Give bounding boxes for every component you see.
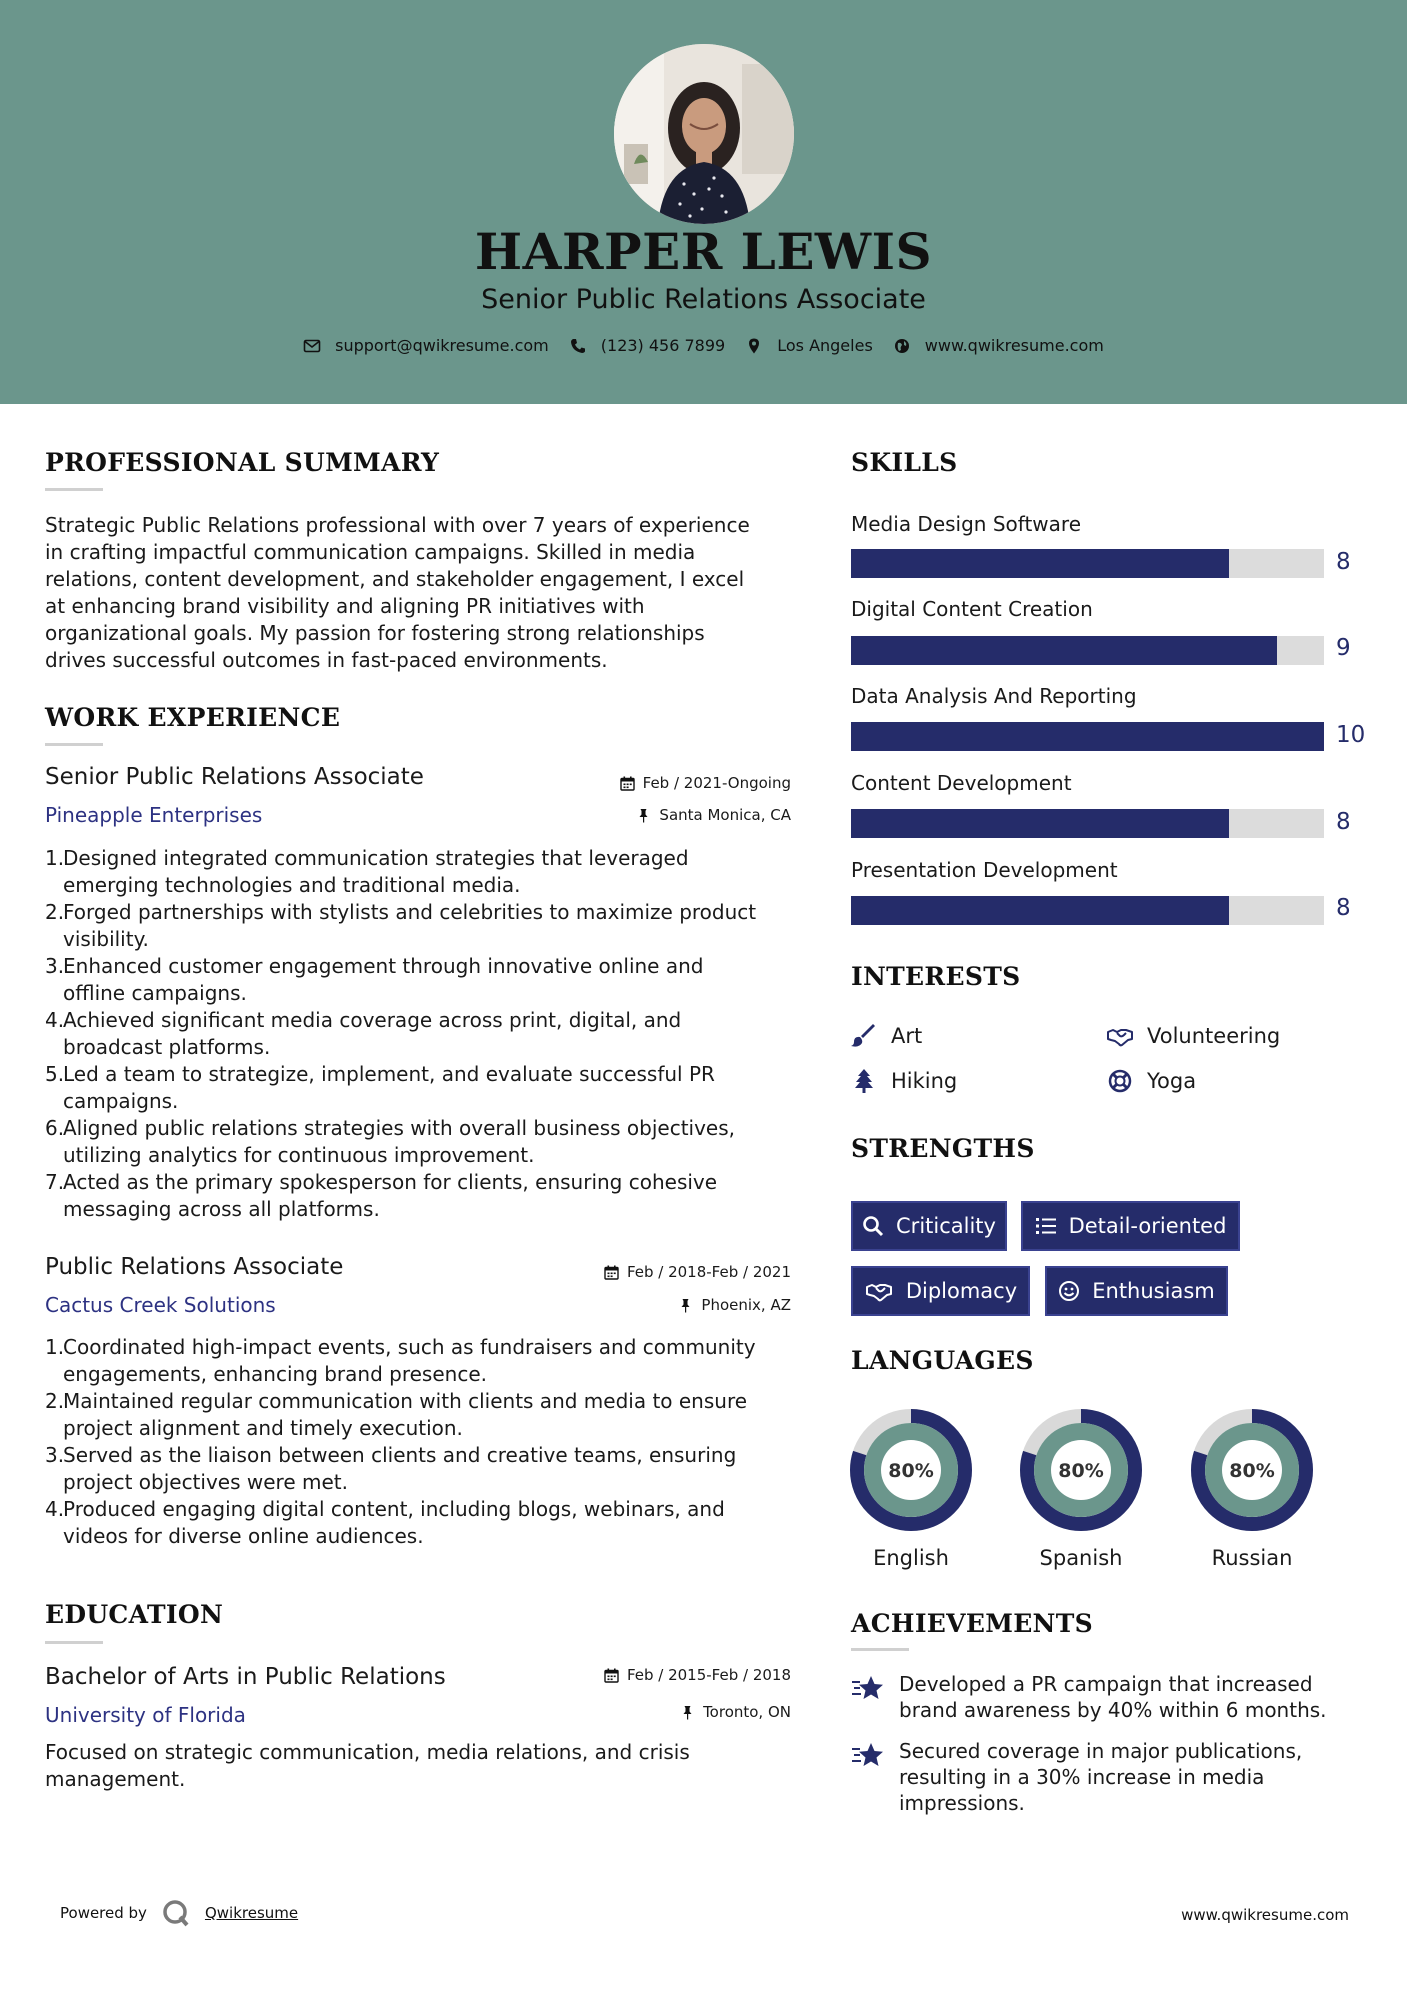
job-location: [636, 806, 791, 824]
list-line: Enhanced customer engagement through innovative online and: [63, 954, 704, 978]
summary-line: at enhancing brand visibility and aligning PR initiatives with: [45, 594, 645, 618]
language-name: Spanish: [1039, 1546, 1123, 1570]
education-line: Focused on strategic communication, media relations, and crisis: [45, 1740, 690, 1764]
search-icon: [862, 1215, 884, 1237]
job-location: [678, 1296, 791, 1314]
strength-label: Enthusiasm: [1092, 1279, 1215, 1303]
profile-photo-illustration: [614, 44, 794, 224]
summary-rule: [45, 488, 103, 491]
experience-heading: WORK EXPERIENCE: [45, 703, 341, 732]
job-title: Senior Public Relations Associate: [45, 764, 424, 790]
contact-location: [745, 336, 873, 355]
powered-by-label: Powered by: [60, 1904, 147, 1922]
achievement-item: [851, 1671, 1371, 1723]
list-line: project alignment and timely execution.: [63, 1416, 463, 1440]
languages-heading: LANGUAGES: [851, 1346, 1034, 1375]
language-item: [1190, 1408, 1314, 1570]
degree-title: Bachelor of Arts in Public Relations: [45, 1664, 446, 1690]
skill-bar-fill: [851, 896, 1229, 925]
list-item: [45, 1169, 805, 1223]
list-number: 6.: [45, 1116, 65, 1140]
job-dates: [604, 1263, 791, 1281]
handshake-icon: [1107, 1024, 1133, 1048]
list-line: engagements, enhancing brand presence.: [63, 1362, 487, 1386]
skill-label: Content Development: [851, 771, 1072, 795]
skills-heading: SKILLS: [851, 448, 958, 477]
pushpin-icon: [680, 1705, 695, 1720]
education-line: management.: [45, 1767, 186, 1791]
language-name: English: [873, 1546, 949, 1570]
contact-email[interactable]: [303, 336, 549, 355]
job-dates: [620, 774, 791, 792]
achievement-line: resulting in a 30% increase in media: [899, 1765, 1265, 1789]
language-percent: 80%: [888, 1460, 934, 1482]
interest-hiking: [851, 1069, 957, 1093]
footer-website[interactable]: www.qwikresume.com: [1181, 1906, 1349, 1924]
summary-line: organizational goals. My passion for fostering strong relationships: [45, 621, 705, 645]
skill-bar-track: [851, 549, 1324, 578]
list-item: [45, 953, 805, 1007]
list-line: emerging technologies and traditional media.: [63, 873, 521, 897]
skill-bar-track: [851, 722, 1324, 751]
list-number: 3.: [45, 1443, 65, 1467]
skill-bar-fill: [851, 549, 1229, 578]
smile-icon: [1058, 1280, 1080, 1302]
list-item: [45, 1061, 805, 1115]
list-number: 2.: [45, 1389, 65, 1413]
achievement-line: Developed a PR campaign that increased: [899, 1672, 1313, 1696]
education-heading: EDUCATION: [45, 1600, 224, 1629]
language-donut: [1190, 1408, 1314, 1532]
contact-website[interactable]: [893, 336, 1104, 355]
star-icon: [851, 1673, 885, 1703]
list-line: Acted as the primary spokesperson for clients, ensuring cohesive: [63, 1170, 718, 1194]
list-line: Produced engaging digital content, including blogs, webinars, and: [63, 1497, 725, 1521]
list-number: 7.: [45, 1170, 65, 1194]
paintbrush-icon: [851, 1024, 877, 1048]
list-item: [45, 1496, 805, 1550]
language-item: [849, 1408, 973, 1570]
summary-line: relations, content development, and stakeholder engagement, I excel: [45, 567, 745, 591]
education-dates-text: Feb / 2015-Feb / 2018: [626, 1666, 791, 1684]
list-number: 3.: [45, 954, 65, 978]
list-line: Designed integrated communication strategies that leveraged: [63, 846, 689, 870]
list-item: [45, 1388, 805, 1442]
lifebuoy-icon: [1107, 1069, 1133, 1093]
list-item: [45, 1334, 805, 1388]
achievement-line: Secured coverage in major publications,: [899, 1739, 1303, 1763]
achievement-text: [899, 1671, 1327, 1723]
education-location: [680, 1703, 791, 1721]
strengths-heading: STRENGTHS: [851, 1134, 1035, 1163]
strength-badge: [1045, 1266, 1228, 1316]
map-pin-icon: [745, 337, 763, 355]
contact-location-text: Los Angeles: [777, 336, 873, 355]
skill-bar-track: [851, 636, 1324, 665]
interest-label: Yoga: [1147, 1069, 1197, 1093]
list-item: [45, 899, 805, 953]
education-rule: [45, 1641, 103, 1644]
list-number: 1.: [45, 846, 65, 870]
job-location-text: Santa Monica, CA: [659, 806, 791, 824]
achievement-text: [899, 1738, 1302, 1816]
list-line: project objectives were met.: [63, 1470, 348, 1494]
skill-label: Data Analysis And Reporting: [851, 684, 1137, 708]
language-donut: [1019, 1408, 1143, 1532]
job-bullets: [45, 1334, 805, 1550]
experience-rule: [45, 743, 103, 746]
language-item: [1019, 1408, 1143, 1570]
skill-bar-track: [851, 809, 1324, 838]
skill-bar-fill: [851, 809, 1229, 838]
skill-score: 8: [1336, 809, 1351, 835]
contact-phone[interactable]: [569, 336, 725, 355]
list-line: Achieved significant media coverage across print, digital, and: [63, 1008, 682, 1032]
strength-badge: [851, 1201, 1007, 1251]
interest-label: Hiking: [891, 1069, 958, 1093]
strength-label: Detail-oriented: [1068, 1214, 1227, 1238]
list-number: 5.: [45, 1062, 65, 1086]
candidate-name: HARPER LEWIS: [474, 222, 933, 281]
skill-label: Digital Content Creation: [851, 597, 1093, 621]
school-name: University of Florida: [45, 1703, 246, 1727]
resume-header: [0, 0, 1407, 404]
list-line: Served as the liaison between clients and creative teams, ensuring: [63, 1443, 737, 1467]
list-item: [45, 845, 805, 899]
skill-bar-fill: [851, 722, 1324, 751]
list-line: messaging across all platforms.: [63, 1197, 380, 1221]
interest-art: [851, 1024, 922, 1048]
skill-score: 8: [1336, 895, 1351, 921]
job-dates-text: Feb / 2018-Feb / 2021: [626, 1263, 791, 1281]
list-number: 4.: [45, 1008, 65, 1032]
education-description: [45, 1739, 805, 1793]
skill-bar-fill: [851, 636, 1277, 665]
skill-score: 8: [1336, 549, 1351, 575]
contact-website-text: www.qwikresume.com: [924, 336, 1104, 355]
achievement-line: brand awareness by 40% within 6 months.: [899, 1698, 1327, 1722]
strength-badge: [1021, 1201, 1240, 1251]
skill-bar-track: [851, 896, 1324, 925]
interest-label: Art: [891, 1024, 923, 1048]
skill-label: Media Design Software: [851, 512, 1081, 536]
candidate-title: Senior Public Relations Associate: [481, 284, 926, 315]
pushpin-icon: [678, 1298, 693, 1313]
pushpin-icon: [636, 808, 651, 823]
calendar-icon: [620, 776, 635, 791]
summary-text: [45, 512, 805, 674]
globe-icon: [893, 337, 911, 355]
list-line: Maintained regular communication with clients and media to ensure: [63, 1389, 748, 1413]
education-dates: [604, 1666, 791, 1684]
list-item: [45, 1442, 805, 1496]
achievements-rule: [851, 1648, 909, 1651]
skill-score: 9: [1336, 635, 1351, 661]
skill-label: Presentation Development: [851, 858, 1118, 882]
footer-branding: [60, 1898, 298, 1928]
list-line: broadcast platforms.: [63, 1035, 271, 1059]
star-icon: [851, 1740, 885, 1770]
list-line: Led a team to strategize, implement, and evaluate successful PR: [63, 1062, 715, 1086]
language-percent: 80%: [1229, 1460, 1275, 1482]
list-number: 1.: [45, 1335, 65, 1359]
qwikresume-logo-icon: [161, 1898, 191, 1928]
education-location-text: Toronto, ON: [703, 1703, 791, 1721]
list-number: 2.: [45, 900, 65, 924]
job-dates-text: Feb / 2021-Ongoing: [642, 774, 791, 792]
job-bullets: [45, 845, 805, 1223]
job-location-text: Phoenix, AZ: [701, 1296, 791, 1314]
interest-yoga: [1107, 1069, 1196, 1093]
list-line: campaigns.: [63, 1089, 179, 1113]
list-icon: [1035, 1215, 1057, 1237]
list-line: Aligned public relations strategies with overall business objectives,: [63, 1116, 736, 1140]
language-donut: [849, 1408, 973, 1532]
profile-photo: [614, 44, 794, 224]
summary-line: in crafting impactful communication campaigns. Skilled in media: [45, 540, 696, 564]
list-line: offline campaigns.: [63, 981, 247, 1005]
achievement-line: impressions.: [899, 1791, 1025, 1815]
interest-volunteering: [1107, 1024, 1280, 1048]
list-number: 4.: [45, 1497, 65, 1521]
company-name: Pineapple Enterprises: [45, 803, 263, 827]
summary-heading: PROFESSIONAL SUMMARY: [45, 448, 440, 477]
strength-label: Criticality: [896, 1214, 996, 1238]
list-line: utilizing analytics for continuous improvement.: [63, 1143, 535, 1167]
contact-bar: [0, 336, 1407, 355]
interests-heading: INTERESTS: [851, 962, 1021, 991]
job-title: Public Relations Associate: [45, 1254, 344, 1280]
strength-label: Diplomacy: [905, 1279, 1018, 1303]
list-line: videos for diverse online audiences.: [63, 1524, 424, 1548]
interest-label: Volunteering: [1147, 1024, 1281, 1048]
calendar-icon: [604, 1668, 619, 1683]
contact-phone-text: (123) 456 7899: [600, 336, 726, 355]
list-line: Forged partnerships with stylists and celebrities to maximize product: [63, 900, 757, 924]
calendar-icon: [604, 1265, 619, 1280]
language-percent: 80%: [1058, 1460, 1104, 1482]
company-name: Cactus Creek Solutions: [45, 1293, 276, 1317]
handshake-icon: [864, 1280, 894, 1302]
skill-score: 10: [1336, 722, 1366, 748]
achievement-item: [851, 1738, 1371, 1816]
summary-line: drives successful outcomes in fast-paced environments.: [45, 648, 608, 672]
summary-line: Strategic Public Relations professional with over 7 years of experience: [45, 513, 750, 537]
list-line: visibility.: [63, 927, 149, 951]
list-item: [45, 1115, 805, 1169]
achievements-heading: ACHIEVEMENTS: [851, 1609, 1093, 1638]
contact-email-text: support@qwikresume.com: [335, 336, 549, 355]
tree-icon: [851, 1069, 877, 1093]
list-item: [45, 1007, 805, 1061]
list-line: Coordinated high-impact events, such as fundraisers and community: [63, 1335, 756, 1359]
envelope-icon: [303, 337, 321, 355]
strength-badge: [851, 1266, 1030, 1316]
language-name: Russian: [1211, 1546, 1293, 1570]
qwikresume-link[interactable]: Qwikresume: [204, 1904, 299, 1922]
phone-icon: [569, 337, 587, 355]
